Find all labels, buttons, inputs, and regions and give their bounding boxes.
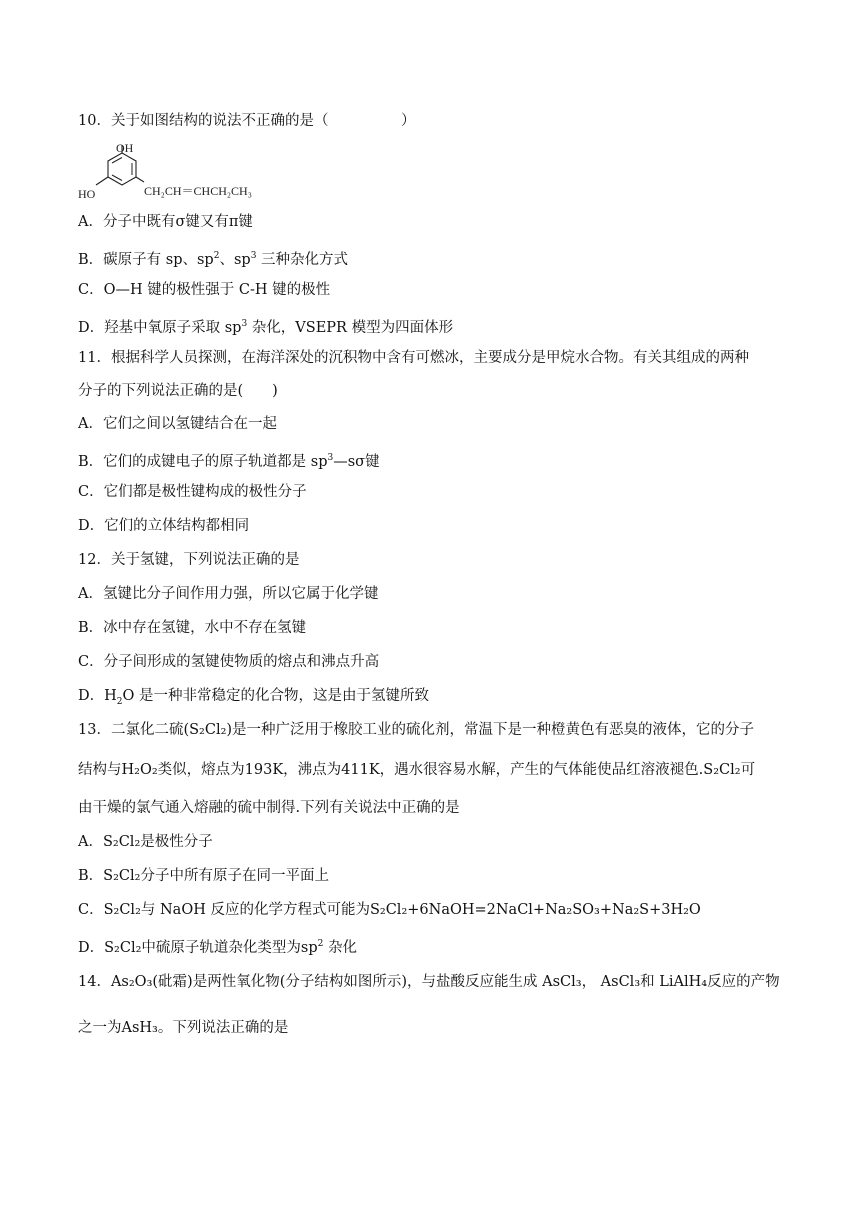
q12-option-c: C．分子间形成的氢键使物质的熔点和沸点升高	[78, 654, 380, 670]
q11-option-c: C．它们都是极性键构成的极性分子	[78, 484, 307, 500]
q12-option-d	[78, 686, 429, 712]
q12-option-a: A．氢键比分子间作用力强，所以它属于化学键	[78, 586, 379, 602]
oh-left-label: HO	[78, 187, 96, 201]
q10-option-a: A．分子中既有σ键又有π键	[78, 214, 253, 230]
q12-stem: 12．关于氢键，下列说法正确的是	[78, 552, 300, 568]
q11-stem-line1: 11．根据科学人员探测，在海洋深处的沉积物中含有可燃冰，主要成分是甲烷水合物。有关其组成的两种	[78, 350, 749, 366]
q10-b-pre: B．碳原子有 sp、sp	[78, 251, 214, 268]
q11-option-b	[78, 448, 380, 472]
q10-option-c: C．O—H 键的极性强于 C-H 键的极性	[78, 282, 331, 298]
q13-option-c: C．S₂Cl₂与 NaOH 反应的化学方程式可能为S₂Cl₂+6NaOH=2NaCl+Na₂SO₃+Na₂S+3H₂O	[78, 902, 701, 918]
q13-d-post: 杂化	[323, 939, 357, 956]
side-chain-label: CH₂CH＝CHCH₂CH₃	[144, 184, 252, 198]
q11-b-pre: B．它们的成键电子的原子轨道都是 sp	[78, 453, 328, 470]
q10-stem: 10．关于如图结构的说法不正确的是（ ）	[78, 113, 416, 129]
q12-d-post: O 是一种非常稳定的化合物，这是由于氢键所致	[122, 688, 430, 704]
q14-stem-line2: 之一为AsH₃。下列说法正确的是	[78, 1020, 289, 1036]
q10-b-mid: 、sp	[219, 251, 251, 268]
q13-stem-line3: 由干燥的氯气通入熔融的硫中制得.下列有关说法中正确的是	[78, 800, 460, 816]
q13-option-b: B．S₂Cl₂分子中所有原子在同一平面上	[78, 868, 329, 884]
q13-d-pre: D．S₂Cl₂中硫原子轨道杂化类型为sp	[78, 939, 318, 956]
oh-top-label: OH	[116, 141, 134, 155]
q11-stem-line2: 分子的下列说法正确的是( )	[78, 383, 278, 399]
q10-b-sup1: 2	[213, 251, 220, 261]
q10-b-post: 三种杂化方式	[256, 251, 349, 268]
q13-d-sup: 2	[317, 939, 324, 949]
q11-option-a: A．它们之间以氢键结合在一起	[78, 416, 277, 432]
q11-b-sup: 3	[327, 453, 334, 463]
q13-stem-line2: 结构与H₂O₂类似，熔点为193K，沸点为411K，遇水很容易水解，产生的气体能使品红溶液褪色.S₂Cl₂可	[78, 762, 756, 778]
q14-stem-line1: 14．As₂O₃(砒霜)是两性氧化物(分子结构如图所示)，与盐酸反应能生成 AsCl₃， AsCl₃和 LiAlH₄反应的产物	[78, 974, 780, 990]
q13-option-d	[78, 934, 357, 958]
q12-d-sub: 2	[116, 696, 123, 707]
q10-b-sup2: 3	[250, 251, 257, 261]
q13-option-a: A．S₂Cl₂是极性分子	[78, 834, 213, 850]
q10-d-sup: 3	[241, 319, 248, 329]
q10-option-b	[78, 246, 348, 270]
q10-d-post: 杂化，VSEPR 模型为四面体形	[247, 319, 454, 336]
q11-b-post: —sσ键	[333, 453, 380, 470]
q10-option-d	[78, 314, 453, 338]
q12-option-b: B．冰中存在氢键，水中不存在氢键	[78, 620, 307, 636]
q13-stem-line1: 13．二氯化二硫(S₂Cl₂)是一种广泛用于橡胶工业的硫化剂，常温下是一种橙黄色有恶臭的液体，它的分子	[78, 722, 755, 738]
q10-d-pre: D．羟基中氧原子采取 sp	[78, 319, 242, 336]
q12-d-pre: D．H	[78, 688, 117, 704]
q11-option-d: D．它们的立体结构都相同	[78, 518, 250, 534]
q10-structure-figure	[78, 141, 278, 203]
